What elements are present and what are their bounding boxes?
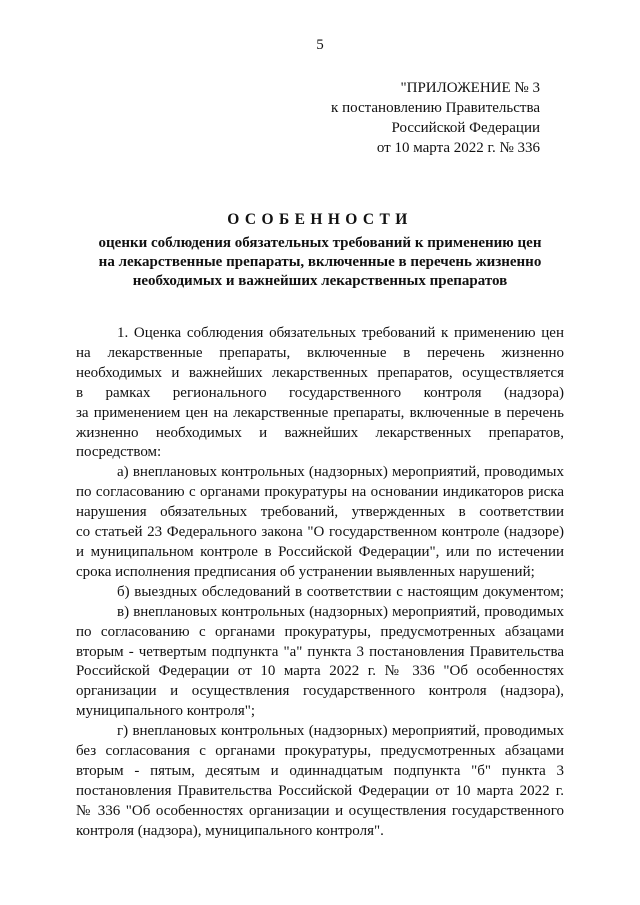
body-line: нарушения обязательных требований, утвержденных в соответствии xyxy=(76,504,564,521)
body-line: постановления Правительства Российской Федерации от 10 марта 2022 г. xyxy=(76,782,564,799)
body-line: в рамках регионального государственного контроля (надзора) xyxy=(76,384,564,401)
subtitle-line: на лекарственные препараты, включенные в перечень жизненно xyxy=(98,254,542,270)
body-line: и муниципальном контроле в Российской Федерации", или по истечении xyxy=(76,543,564,560)
body-line: контроля (надзора), муниципального контроля". xyxy=(76,822,384,839)
appendix-line: Российской Федерации xyxy=(391,120,540,136)
body-line: б) выездных обследований в соответствии с настоящим документом; xyxy=(117,583,564,600)
page-number: 5 xyxy=(316,37,324,53)
body-line: срока исполнения предписания об устранении выявленных нарушений; xyxy=(76,563,535,580)
subtitle-line: оценки соблюдения обязательных требований к применению цен xyxy=(98,235,542,251)
body-line: посредством: xyxy=(76,444,162,461)
body-line: необходимых и важнейших лекарственных препаратов, осуществляется xyxy=(76,364,564,381)
body-line: 1. Оценка соблюдения обязательных требований к применению цен xyxy=(117,325,564,341)
body-line: муниципального контроля"; xyxy=(76,703,256,720)
document-body xyxy=(76,324,564,842)
body-line: вторым - четвертым подпункта "а" пункта 3 постановления Правительства xyxy=(76,643,564,660)
appendix-line: к постановлению Правительства xyxy=(331,100,540,116)
body-line: на лекарственные препараты, включенные в перечень жизненно xyxy=(76,344,564,361)
body-line: по согласованию с органами прокуратуры на основании индикаторов риска xyxy=(76,484,564,501)
body-line: жизненно необходимых и важнейших лекарственных препаратов, xyxy=(76,424,564,441)
body-line: без согласования с органами прокуратуры, предусмотренных абзацами xyxy=(76,743,564,760)
body-line: по согласованию с органами прокуратуры, предусмотренных абзацами xyxy=(76,623,564,640)
subtitle-line: необходимых и важнейших лекарственных препаратов xyxy=(132,273,508,289)
body-line: организации и осуществления государственного контроля (надзора), xyxy=(76,683,564,700)
body-line: г) внеплановых контрольных (надзорных) мероприятий, проводимых xyxy=(117,723,564,740)
appendix-line: "ПРИЛОЖЕНИЕ № 3 xyxy=(400,80,540,96)
body-line: вторым - пятым, десятым и одиннадцатым подпункта "б" пункта 3 xyxy=(76,762,564,779)
document-title: ОСОБЕННОСТИ xyxy=(227,211,413,228)
body-line: за применением цен на лекарственные препараты, включенные в перечень xyxy=(76,404,564,421)
body-line: а) внеплановых контрольных (надзорных) мероприятий, проводимых xyxy=(117,464,564,481)
appendix-block xyxy=(300,78,540,158)
appendix-line: от 10 марта 2022 г. № 336 xyxy=(376,140,540,156)
document-subtitle xyxy=(60,234,580,291)
body-line: в) внеплановых контрольных (надзорных) мероприятий, проводимых xyxy=(117,603,564,620)
body-line: со статьей 23 Федерального закона "О государственном контроле (надзоре) xyxy=(76,524,564,541)
body-line: № 336 "Об особенностях организации и осуществления государственного xyxy=(76,802,564,819)
body-line: Российской Федерации от 10 марта 2022 г. № 336 "Об особенностях xyxy=(76,663,564,680)
